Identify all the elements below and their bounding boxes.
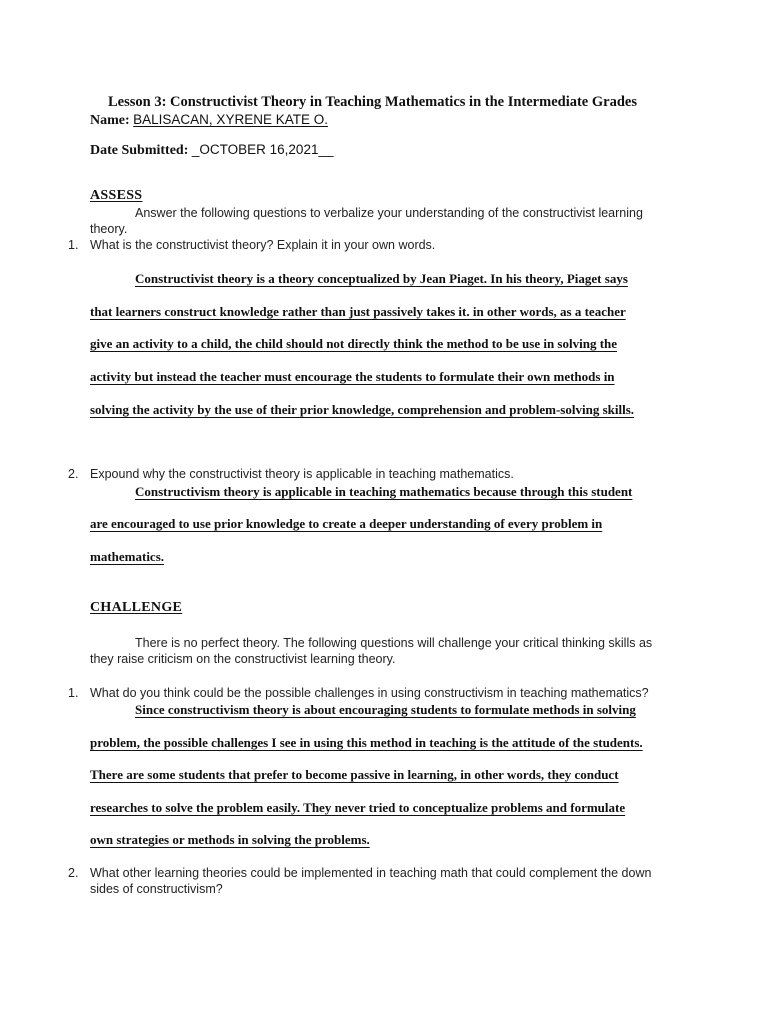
- challenge-q1-answer-line: own strategies or methods in solving the problems.: [90, 832, 370, 847]
- assess-q2-answer-line: mathematics.: [90, 549, 165, 564]
- challenge-heading: CHALLENGE: [90, 600, 183, 615]
- date-label: Date Submitted:: [90, 143, 189, 158]
- assess-intro-line2: theory.: [90, 222, 128, 236]
- assess-q1-question: What is the constructivist theory? Explain it in your own words.: [90, 238, 436, 252]
- challenge-q1-answer-line: Since constructivism theory is about encouraging students to formulate methods in solving: [135, 702, 636, 717]
- name-value: BALISACAN, XYRENE KATE O.: [133, 112, 328, 127]
- assess-q1-answer-line: give an activity to a child, the child should not directly think the method to be use in solving the: [90, 336, 618, 351]
- assess-intro-line1: Answer the following questions to verbalize your understanding of the constructivist learning: [135, 206, 643, 220]
- challenge-q2-number: 2.: [68, 866, 79, 880]
- challenge-intro-line1: There is no perfect theory. The following questions will challenge your critical thinking skills as: [135, 636, 653, 650]
- challenge-q2-question-line1: What other learning theories could be implemented in teaching math that could complement the down: [90, 866, 652, 880]
- assess-q1-answer-line: activity but instead the teacher must encourage the students to formulate their own methods in: [90, 369, 615, 384]
- assess-q2-question: Expound why the constructivist theory is applicable in teaching mathematics.: [90, 467, 514, 481]
- date-row: [90, 142, 333, 159]
- lesson-title: Lesson 3: Constructivist Theory in Teaching Mathematics in the Intermediate Grades: [108, 94, 637, 110]
- assess-q2-answer-line: are encouraged to use prior knowledge to create a deeper understanding of every problem in: [90, 516, 603, 531]
- name-row: [90, 112, 328, 129]
- name-label: Name:: [90, 113, 130, 128]
- assess-q2-answer-line: Constructivism theory is applicable in teaching mathematics because through this student: [135, 484, 633, 499]
- challenge-q1-answer-line: There are some students that prefer to become passive in learning, in other words, they conduct: [90, 767, 619, 782]
- assess-q1-answer-line: solving the activity by the use of their prior knowledge, comprehension and problem-solving skills.: [90, 402, 635, 417]
- assess-q1-answer-line: that learners construct knowledge rather than just passively takes it. in other words, as a teacher: [90, 304, 626, 319]
- assess-q1-answer-line: Constructivist theory is a theory conceptualized by Jean Piaget. In his theory, Piaget says: [135, 271, 628, 286]
- challenge-q1-question: What do you think could be the possible challenges in using constructivism in teaching mathematics?: [90, 686, 649, 700]
- challenge-q2-question-line2: sides of constructivism?: [90, 882, 223, 896]
- date-value: _OCTOBER 16,2021__: [191, 142, 334, 157]
- challenge-q1-answer-line: problem, the possible challenges I see in using this method in teaching is the attitude of the students.: [90, 735, 643, 750]
- assess-q2-number: 2.: [68, 467, 79, 481]
- challenge-intro-line2: they raise criticism on the constructivist learning theory.: [90, 652, 396, 666]
- assess-heading: ASSESS: [90, 188, 143, 203]
- assess-q1-number: 1.: [68, 238, 79, 252]
- challenge-q1-number: 1.: [68, 686, 79, 700]
- challenge-q1-answer-line: researches to solve the problem easily. They never tried to conceptualize problems and formulate: [90, 800, 626, 815]
